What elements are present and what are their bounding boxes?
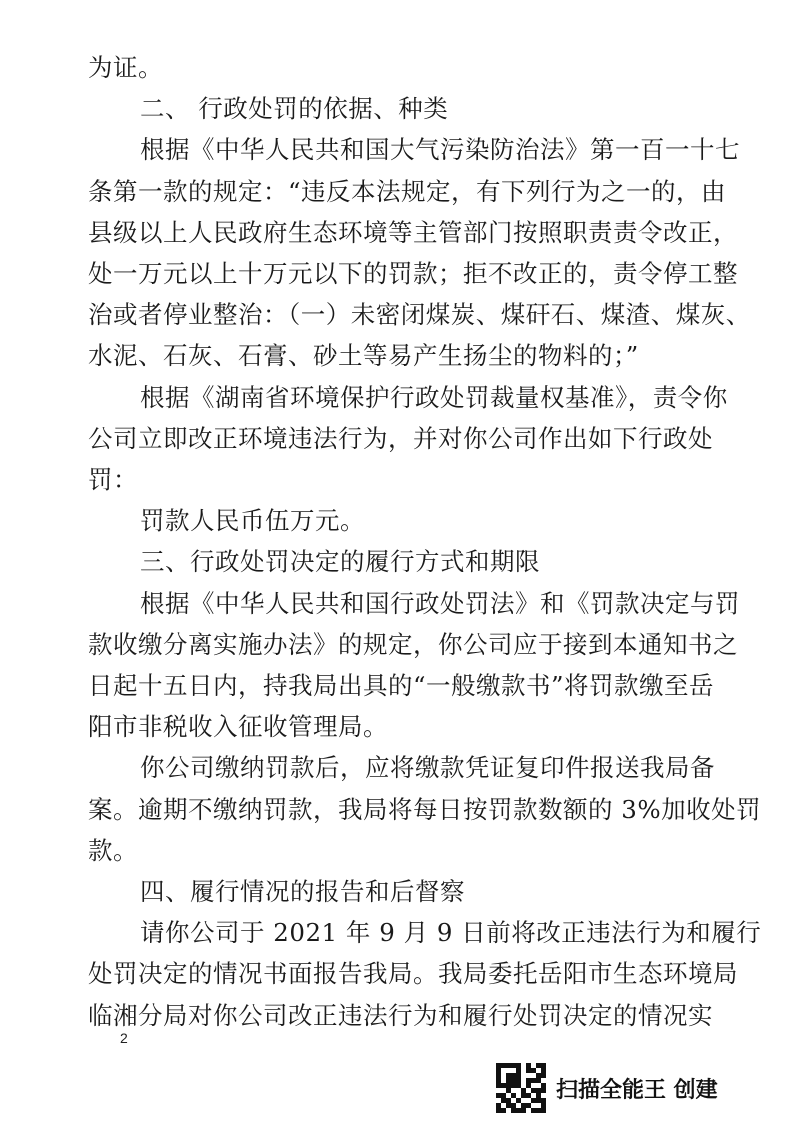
scanner-watermark [496, 1060, 718, 1116]
text-line: 条第一款的规定：“违反本法规定，有下列行为之一的，由 [88, 176, 727, 206]
text-line: 根据《湖南省环境保护行政处罚裁量权基准》，责令你 [140, 382, 728, 412]
qr-code-icon [496, 1063, 546, 1113]
text-line: 水泥、石灰、石膏、砂土等易产生扬尘的物料的；” [88, 341, 639, 371]
text-line: 为证。 [88, 53, 163, 82]
text-line: 根据《中华人民共和国行政处罚法》和《罚款决定与罚 [140, 588, 740, 618]
text-line: 请你公司于 2021 年 9 月 9 日前将改正违法行为和履行 [140, 918, 762, 948]
text-line: 处罚决定的情况书面报告我局。我局委托岳阳市生态环境局 [88, 959, 738, 989]
text-line: 款。 [88, 835, 138, 865]
section-heading: 四、履行情况的报告和后督察 [140, 877, 465, 906]
text-line: 县级以上人民政府生态环境等主管部门按照职责责令改正， [88, 217, 738, 247]
text-line: 罚款人民币伍万元。 [140, 506, 365, 536]
section-heading: 三、行政处罚决定的履行方式和期限 [140, 547, 540, 577]
text-line: 治或者停业整治：（一）未密闭煤炭、煤矸石、煤渣、煤灰、 [88, 300, 751, 330]
watermark-text: 扫描全能王 创建 [556, 1077, 718, 1103]
text-line: 临湘分局对你公司改正违法行为和履行处罚决定的情况实 [88, 1000, 713, 1030]
text-line: 款收缴分离实施办法》的规定，你公司应于接到本通知书之 [88, 629, 738, 659]
text-line: 公司立即改正环境违法行为，并对你公司作出如下行政处 [88, 423, 713, 453]
text-line: 案。逾期不缴纳罚款，我局将每日按罚款数额的 3%加收处罚 [88, 794, 762, 824]
section-heading: 二、 行政处罚的依据、种类 [140, 94, 449, 124]
text-line: 处一万元以上十万元以下的罚款；拒不改正的，责令停工整 [88, 259, 738, 288]
text-line: 阳市非税收入征收管理局。 [88, 712, 388, 742]
page-number: 2 [120, 1030, 128, 1046]
text-line: 日起十五日内，持我局出具的“一般缴款书”将罚款缴至岳 [88, 671, 715, 700]
text-line: 根据《中华人民共和国大气污染防治法》第一百一十七 [140, 135, 740, 165]
text-line: 你公司缴纳罚款后，应将缴款凭证复印件报送我局备 [140, 753, 715, 783]
text-line: 罚： [88, 465, 138, 494]
